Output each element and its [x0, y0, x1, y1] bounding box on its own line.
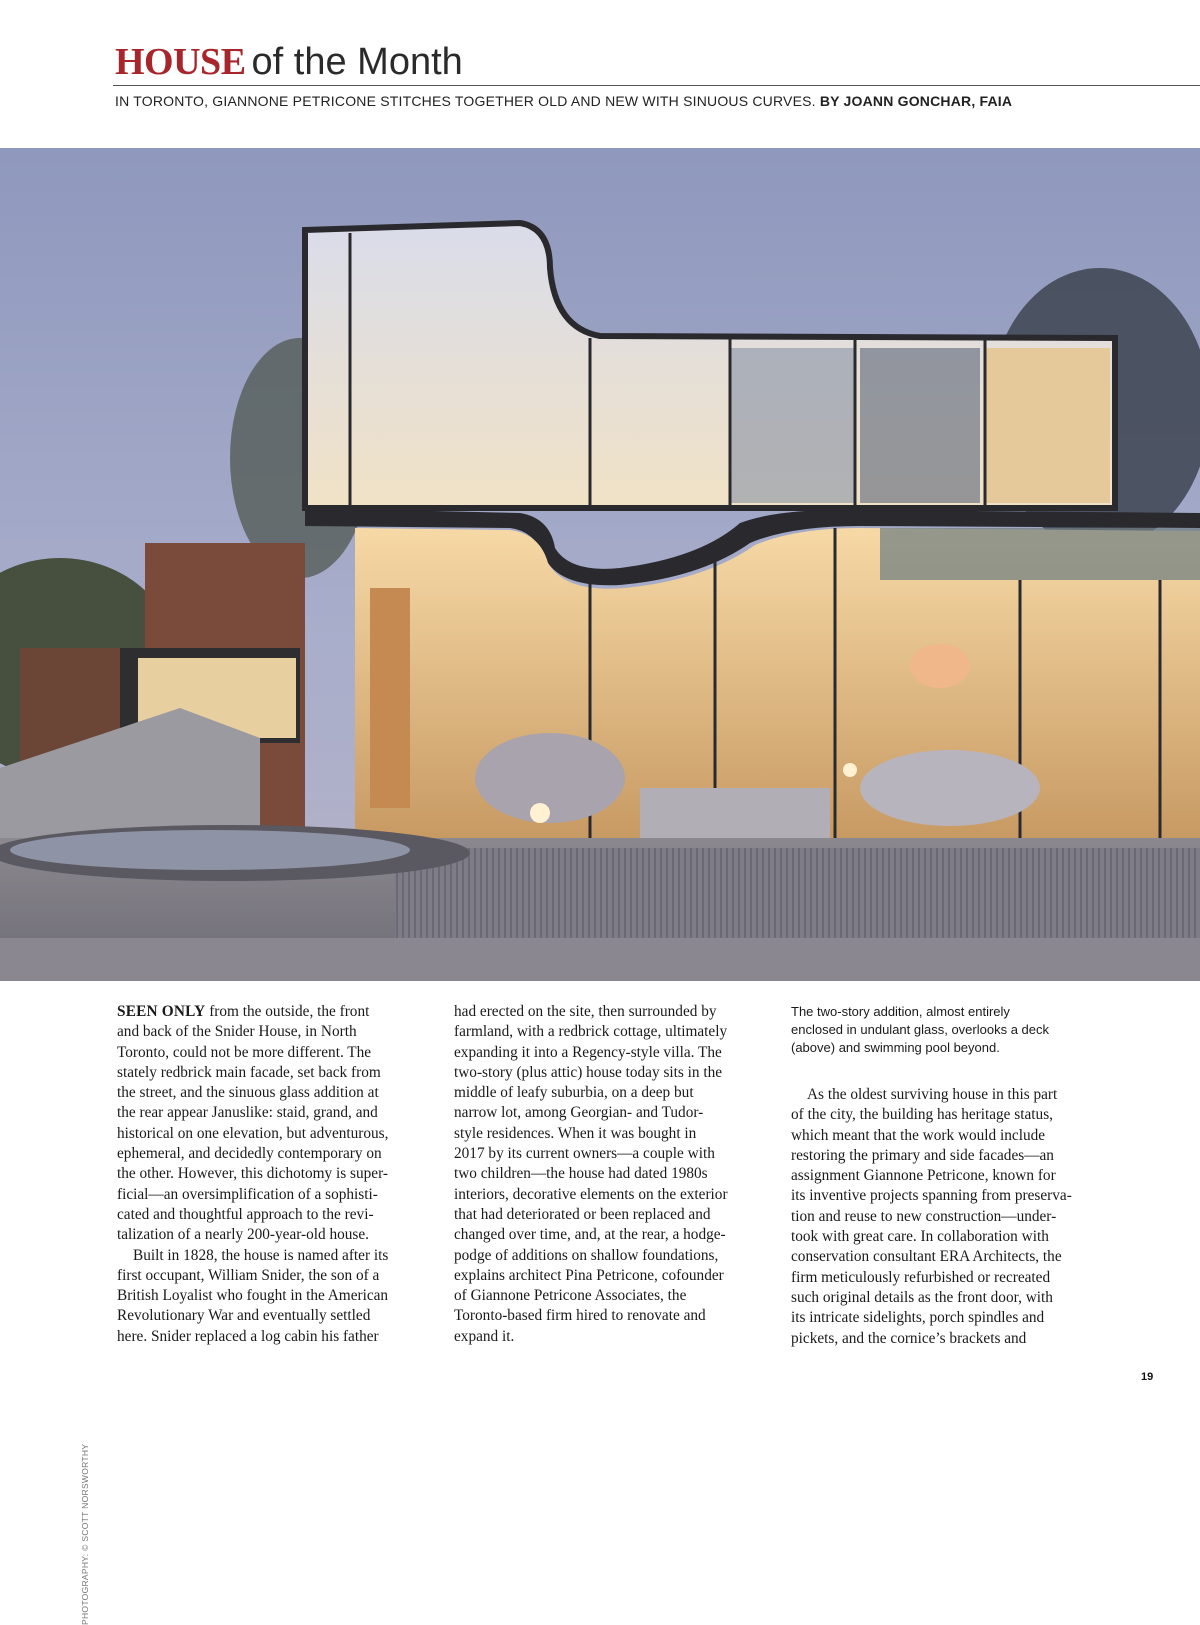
lead-in: SEEN ONLY: [117, 1003, 206, 1020]
text-line: narrow lot, among Georgian- and Tudor-: [454, 1104, 704, 1122]
photo-credit-text: PHOTOGRAPHY: © SCOTT NORSWORTHY: [80, 1443, 90, 1625]
page-number: 19: [1141, 1371, 1154, 1383]
text-line: expand it.: [454, 1327, 515, 1345]
text-line: of Giannone Petricone Associates, the: [454, 1287, 687, 1305]
text-line: Built in 1828, the house is named after its: [133, 1246, 389, 1264]
text-line: here. Snider replaced a log cabin his father: [117, 1327, 379, 1345]
text-line: the rear appear Januslike: staid, grand, and: [117, 1104, 378, 1122]
text-line: middle of leafy suburbia, on a deep but: [454, 1084, 694, 1102]
header-rule: [113, 85, 1200, 86]
text-line: style residences. When it was bought in: [454, 1124, 697, 1142]
text-line: cated and thoughtful approach to the revi-: [117, 1205, 374, 1223]
body-column-1: [117, 1002, 422, 1347]
paragraph: [117, 1002, 422, 1246]
text-line: first occupant, William Snider, the son of a: [117, 1266, 380, 1284]
hero-photo: [0, 148, 1200, 981]
deck: [115, 92, 1012, 110]
deck-text: IN TORONTO, GIANNONE PETRICONE STITCHES TOGETHER OLD AND NEW WITH SINUOUS CURVES.: [115, 93, 816, 109]
text-line: such original details as the front door, with: [791, 1288, 1053, 1306]
text-line: two children—the house had dated 1980s: [454, 1165, 708, 1183]
text-line: podge of additions on shallow foundations,: [454, 1246, 719, 1264]
text-line: restoring the primary and side facades—an: [791, 1146, 1054, 1164]
paragraph: [791, 1085, 1096, 1349]
text-line: took with great care. In collaboration with: [791, 1228, 1049, 1246]
title-house: HOUSE: [115, 41, 246, 83]
text-line: and back of the Snider House, in North: [117, 1023, 357, 1041]
text-line: expanding it into a Regency-style villa. The: [454, 1043, 722, 1061]
text-line: which meant that the work would include: [791, 1126, 1046, 1144]
text-line: firm meticulously refurbished or recreated: [791, 1268, 1051, 1286]
text-line: ephemeral, and decidedly contemporary on: [117, 1145, 382, 1163]
caption-line: enclosed in undulant glass, overlooks a deck: [791, 1022, 1049, 1037]
text-line: its inventive projects spanning from preserva-: [791, 1187, 1072, 1205]
text-line: British Loyalist who fought in the American: [117, 1287, 389, 1305]
text-line: the other. However, this dichotomy is super-: [117, 1165, 388, 1183]
text-line: SEEN ONLY from the outside, the front: [117, 1003, 370, 1020]
page-title: [115, 40, 463, 84]
text-line: changed over time, and, at the rear, a hodge-: [454, 1226, 726, 1244]
article-header: [0, 0, 1200, 150]
text-line: stately redbrick main facade, set back from: [117, 1063, 381, 1081]
text-line: pickets, and the cornice’s brackets and: [791, 1329, 1027, 1347]
text-line: 2017 by its current owners—a couple with: [454, 1145, 715, 1163]
body-column-3: [791, 1085, 1096, 1349]
text-line: farmland, with a redbrick cottage, ultimately: [454, 1023, 728, 1041]
text-line: Toronto-based firm hired to renovate and: [454, 1307, 706, 1325]
photo-credit: [80, 1035, 98, 1625]
text-line: had erected on the site, then surrounded by: [454, 1003, 717, 1020]
title-of-the-month: of the Month: [251, 41, 463, 83]
text-line: tion and reuse to new construction—under-: [791, 1207, 1057, 1225]
house-illustration: [0, 148, 1200, 981]
photo-caption: [791, 1003, 1091, 1057]
body-column-2: [454, 1002, 759, 1347]
text-line: that had deteriorated or been replaced and: [454, 1205, 711, 1223]
caption-line: The two-story addition, almost entirely: [791, 1004, 1010, 1019]
text-line: interiors, decorative elements on the exterior: [454, 1185, 728, 1203]
text-line: As the oldest surviving house in this part: [807, 1086, 1058, 1103]
text-line: two-story (plus attic) house today sits in the: [454, 1063, 723, 1081]
text-line: Revolutionary War and eventually settled: [117, 1307, 371, 1325]
text-line: ficial—an oversimplification of a sophisti-: [117, 1185, 378, 1203]
text-line: explains architect Pina Petricone, cofounder: [454, 1266, 724, 1284]
byline: BY JOANN GONCHAR, FAIA: [819, 93, 1013, 109]
text-line: its intricate sidelights, porch spindles and: [791, 1309, 1045, 1327]
paragraph: [117, 1246, 422, 1347]
text-line: Toronto, could not be more different. The: [117, 1043, 372, 1061]
text-line: of the city, the building has heritage status,: [791, 1106, 1053, 1124]
paragraph: [454, 1002, 759, 1347]
text-line: the street, and the sinuous glass addition at: [117, 1084, 379, 1102]
text-line: historical on one elevation, but adventurous,: [117, 1124, 389, 1142]
text-line: talization of a nearly 200-year-old house.: [117, 1226, 369, 1244]
text-line: assignment Giannone Petricone, known for: [791, 1167, 1056, 1185]
caption-line: (above) and swimming pool beyond.: [791, 1040, 1000, 1055]
text-line: conservation consultant ERA Architects, the: [791, 1248, 1062, 1266]
